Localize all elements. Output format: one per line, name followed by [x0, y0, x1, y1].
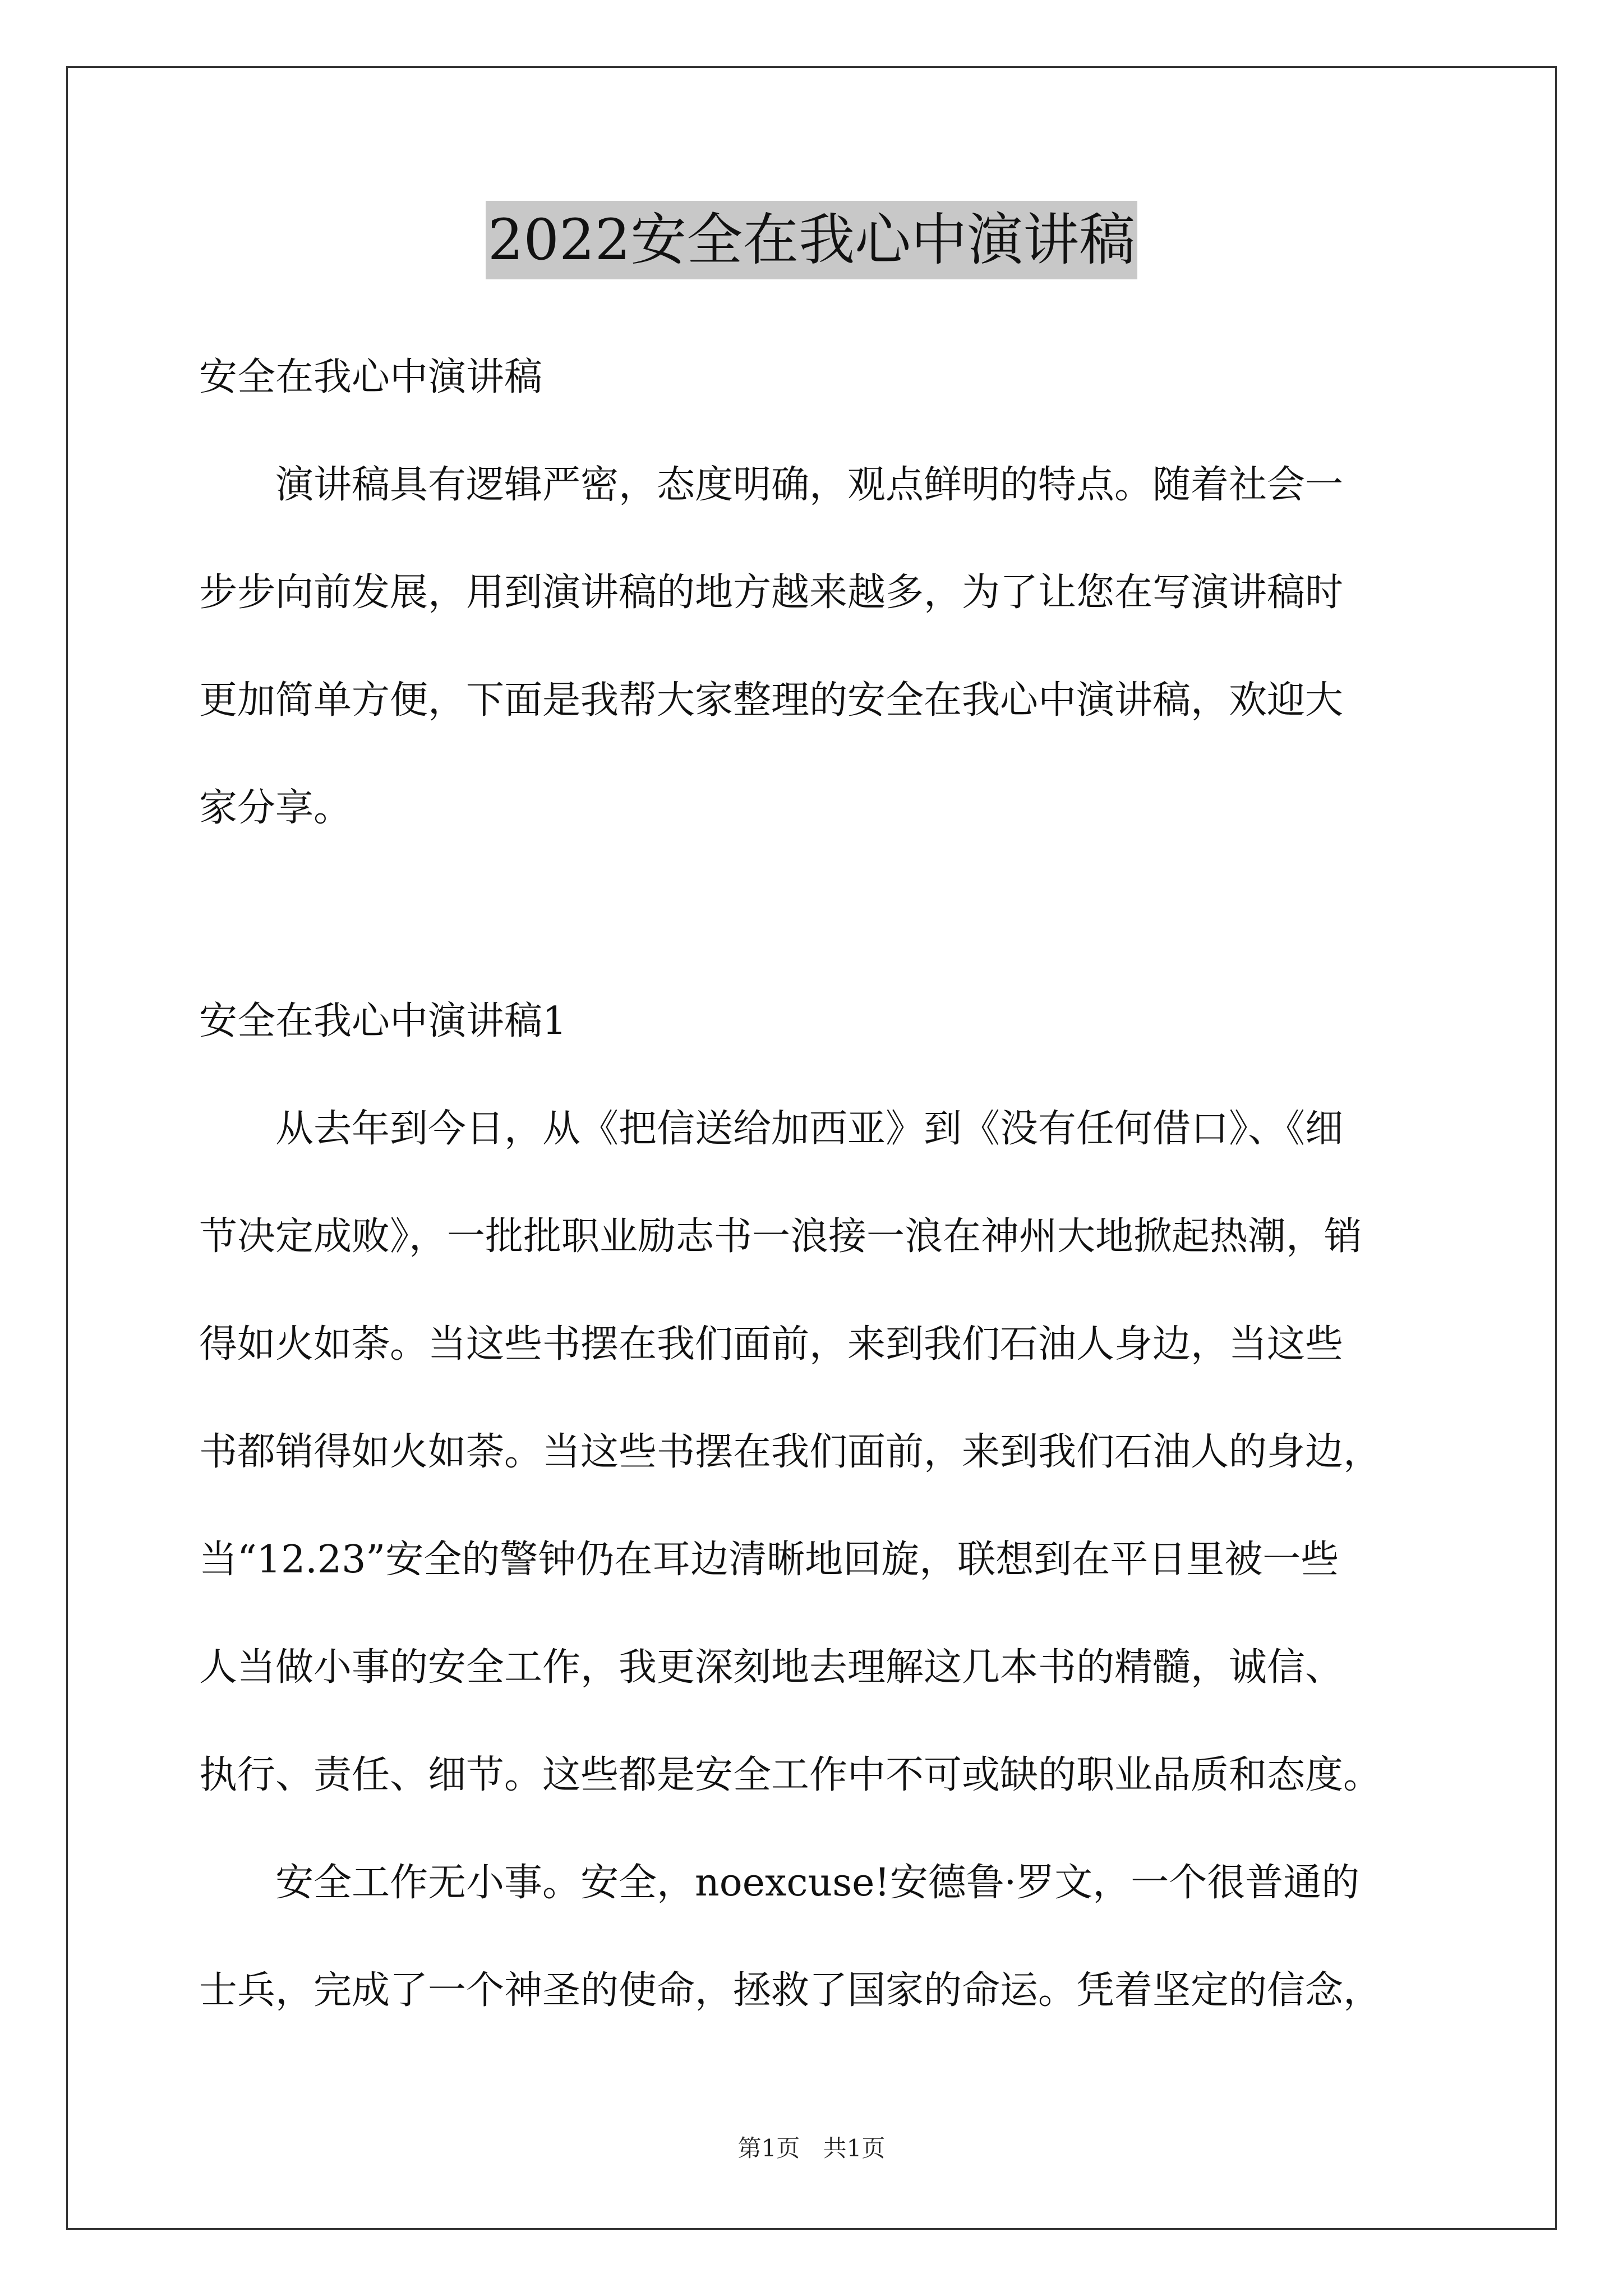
page-total: 共1页: [823, 2134, 886, 2162]
paragraph-line: 人当做小事的安全工作，我更深刻地去理解这几本书的精髓，诚信、: [199, 1645, 1344, 1690]
title-container: [0, 201, 1623, 279]
paragraph-line: 执行、责任、细节。这些都是安全工作中不可或缺的职业品质和态度。: [199, 1753, 1382, 1797]
document-title: 2022安全在我心中演讲稿: [486, 201, 1138, 279]
paragraph-line: 家分享。: [199, 786, 352, 830]
paragraph-line: 士兵，完成了一个神圣的使命，拯救了国家的命运。凭着坚定的信念，: [199, 1968, 1382, 2013]
section-heading: 安全在我心中演讲稿1: [199, 999, 567, 1043]
paragraph-line: 步步向前发展，用到演讲稿的地方越来越多，为了让您在写演讲稿时: [199, 570, 1344, 615]
section-heading: 安全在我心中演讲稿: [199, 355, 543, 399]
paragraph-line: 更加简单方便，下面是我帮大家整理的安全在我心中演讲稿，欢迎大: [199, 678, 1344, 723]
paragraph-line: 书都销得如火如荼。当这些书摆在我们面前，来到我们石油人的身边，: [199, 1430, 1382, 1474]
paragraph-line: 节决定成败》，一批批职业励志书一浪接一浪在神州大地掀起热潮，销: [199, 1214, 1363, 1259]
page-footer: [0, 2132, 1623, 2165]
page-number: 第1页: [737, 2134, 800, 2162]
paragraph-line: 得如火如荼。当这些书摆在我们面前，来到我们石油人身边，当这些: [199, 1322, 1344, 1366]
paragraph-line: 当“12.23”安全的警钟仍在耳边清晰地回旋，联想到在平日里被一些: [199, 1538, 1339, 1582]
paragraph-line: 安全工作无小事。安全，noexcuse!安德鲁·罗文，一个很普通的: [199, 1861, 1360, 1905]
paragraph-line: 演讲稿具有逻辑严密，态度明确，观点鲜明的特点。随着社会一: [199, 463, 1344, 507]
paragraph-line: 从去年到今日，从《把信送给加西亚》到《没有任何借口》、《细: [199, 1107, 1344, 1151]
